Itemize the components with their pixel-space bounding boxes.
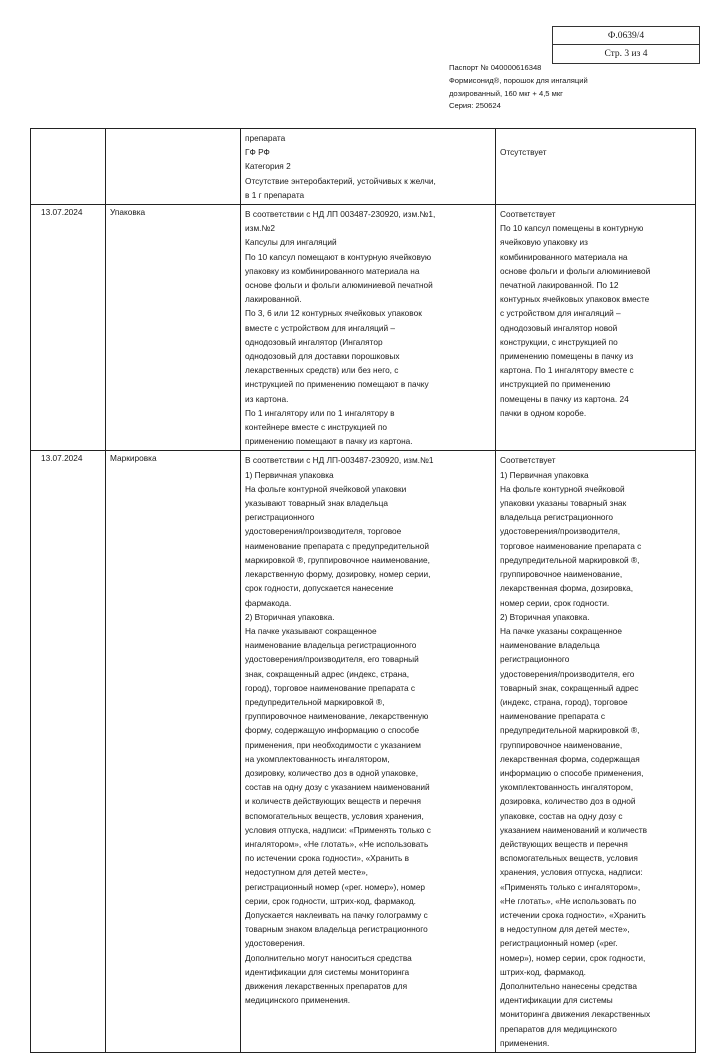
text-line: идентификации для системы xyxy=(500,995,613,1006)
text-line: Категория 2 xyxy=(245,161,291,172)
text-line: ячейковую упаковку из xyxy=(500,237,588,248)
text-line: серии, срок годности, штрих-код, фармакод. xyxy=(245,895,416,906)
text-line: инструкцией по применению помещают в пачку xyxy=(245,379,429,390)
text-line: фармакода. xyxy=(245,597,292,608)
text-line: лакированной. xyxy=(245,294,302,305)
text-line: На пачке указаны сокращенное xyxy=(500,625,623,636)
text-line: хранения, условия отпуска, надписи: xyxy=(500,867,643,878)
text-line: ингалятором», «Не глотать», «Не использовать xyxy=(245,838,429,849)
text-line: регистрационный номер («рег. xyxy=(500,938,618,949)
text-line: основе фольги и фольги алюминиевой печатной xyxy=(245,280,433,291)
text-line: применению помещены в пачку из xyxy=(500,351,634,362)
text-line: с устройством для ингаляций – xyxy=(500,308,621,319)
text-line: Отсутствие энтеробактерий, устойчивых к желчи, xyxy=(245,175,436,186)
text-line: в недоступном для детей месте», xyxy=(500,924,630,935)
text-line: наименование владельца xyxy=(500,640,600,651)
text-line: Дополнительно нанесены средства xyxy=(500,980,637,991)
text-line: наименование владельца регистрационного xyxy=(245,640,417,651)
form-number: Ф.0639/4 xyxy=(553,27,699,45)
text-line: конструкции, с инструкцией по xyxy=(500,336,618,347)
passport-line: Паспорт № 040000616348 xyxy=(449,63,542,72)
text-line: удостоверения/производителя, торговое xyxy=(245,526,402,537)
text-line: владельца регистрационного xyxy=(500,512,613,523)
text-line: печатной лакированной. По 12 xyxy=(500,280,619,291)
text-line: помещены в пачку из картона. 24 xyxy=(500,393,629,404)
text-line: группировочное наименование, xyxy=(500,739,623,750)
text-line: По 1 ингалятору или по 1 ингалятору в xyxy=(245,407,395,418)
text-line: в 1 г препарата xyxy=(245,189,305,200)
text-line: указанием наименований и количеств xyxy=(500,824,648,835)
text-line: недоступном для детей месте», xyxy=(245,867,368,878)
text-line: укомплектованность ингалятором, xyxy=(500,782,634,793)
text-line: группировочное наименование, xyxy=(500,569,623,580)
test-name-cell xyxy=(106,129,241,205)
text-line: Соответствует xyxy=(500,455,556,466)
text-line: наименование препарата с xyxy=(500,711,606,722)
text-line: регистрационного xyxy=(245,512,315,523)
text-line: изм.№2 xyxy=(245,223,275,234)
text-line: и количеств действующих веществ и перечня xyxy=(245,796,422,807)
text-line: пачки в одном коробе. xyxy=(500,407,587,418)
text-line: «Применять только с ингалятором», xyxy=(500,881,641,892)
text-line: препаратов для медицинского xyxy=(500,1023,617,1034)
passport-line: Формисонид®, порошок для ингаляций xyxy=(449,75,588,85)
text-line: однодозовый ингалятор новой xyxy=(500,322,618,333)
text-line: регистрационный номер («рег. номер»), номер xyxy=(245,881,426,892)
text-line: На фольге контурной ячейковой xyxy=(500,483,625,494)
text-line: предупредительной маркировкой ®, xyxy=(500,725,640,736)
text-line: «Не глотать», «Не использовать по xyxy=(500,895,637,906)
text-line: основе фольги и фольги алюминиевой xyxy=(500,265,651,276)
text-line: идентификации для системы мониторинга xyxy=(245,966,410,977)
text-line: условия отпуска, надписи: «Применять только с xyxy=(245,824,431,835)
text-line: вместе с устройством для ингаляций – xyxy=(245,322,396,333)
result-cell xyxy=(496,129,696,205)
text-line: контейнере вместе с инструкцией по xyxy=(245,422,387,433)
text-line: предупредительной маркировкой ®, xyxy=(500,554,640,565)
text-line: вспомогательных веществ, условия хранения, xyxy=(245,810,424,821)
text-line: срок годности, допускается нанесение xyxy=(245,583,394,594)
text-line: ГФ РФ xyxy=(245,147,270,158)
text-line: маркировкой ®, группировочное наименование, xyxy=(245,554,430,565)
text-line: лекарственная форма, содержащая xyxy=(500,753,640,764)
requirement-cell xyxy=(241,205,496,451)
table-row xyxy=(31,451,696,1053)
passport-block xyxy=(449,62,689,113)
text-line: удостоверения. xyxy=(245,938,305,949)
text-line: упаковку из комбинированного материала на xyxy=(245,265,420,276)
text-line: 2) Вторичная упаковка. xyxy=(245,611,335,622)
text-line: регистрационного xyxy=(500,654,570,665)
text-line: движения лекарственных препаратов для xyxy=(245,980,408,991)
date-cell: 13.07.2024 xyxy=(31,205,106,451)
form-number-box xyxy=(552,26,700,64)
text-line xyxy=(500,131,691,145)
text-line: лекарственную форму, дозировку, номер серии, xyxy=(245,569,431,580)
text-line: упаковки указаны товарный знак xyxy=(500,498,627,509)
text-line: комбинированного материала на xyxy=(500,251,628,262)
text-line: однодозовый ингалятор (Ингалятор xyxy=(245,336,383,347)
requirement-cell xyxy=(241,129,496,205)
text-line: форму, содержащую информацию о способе xyxy=(245,725,420,736)
table-row xyxy=(31,129,696,205)
text-line: картона. По 1 ингалятору вместе с xyxy=(500,365,634,376)
text-line: По 10 капсул помещают в контурную ячейковую xyxy=(245,251,432,262)
page-number: Стр. 3 из 4 xyxy=(604,49,648,59)
text-line: штрих-код, фармакод. xyxy=(500,966,586,977)
text-line: применению помещают в пачку из картона. xyxy=(245,436,413,447)
text-line: упаковке, состав на одну дозу с xyxy=(500,810,623,821)
text-line: препарата xyxy=(245,133,286,143)
text-line: удостоверения/производителя, его товарный xyxy=(245,654,419,665)
text-line: группировочное наименование, лекарственную xyxy=(245,711,429,722)
passport-line: Серия: 250624 xyxy=(449,101,501,111)
text-line: Отсутствует xyxy=(500,147,547,158)
text-line: применения, при необходимости с указанием xyxy=(245,739,421,750)
text-line: На пачке указывают сокращенное xyxy=(245,625,377,636)
text-line: город), торговое наименование препарата с xyxy=(245,682,416,693)
test-name-cell: Упаковка xyxy=(106,205,241,451)
text-line: из картона. xyxy=(245,393,289,404)
text-line: По 10 капсул помещены в контурную xyxy=(500,223,644,234)
table-row xyxy=(31,205,696,451)
result-cell xyxy=(496,205,696,451)
text-line: На фольге контурной ячейковой упаковки xyxy=(245,483,407,494)
text-line: состав на одну дозу с указанием наименований xyxy=(245,782,430,793)
text-line: инструкцией по применению xyxy=(500,379,611,390)
text-line: лекарственная форма, дозировка, xyxy=(500,583,634,594)
text-line: Соответствует xyxy=(500,209,556,220)
test-results-table xyxy=(30,128,696,1053)
text-line: товарный знак, сокращенный адрес xyxy=(500,682,639,693)
text-line: удостоверения/производителя, xyxy=(500,526,621,537)
text-line: применения. xyxy=(500,1037,550,1048)
text-line: 1) Первичная упаковка xyxy=(245,469,334,480)
text-line: мониторинга движения лекарственных xyxy=(500,1009,651,1020)
text-line: вспомогательных веществ, условия xyxy=(500,853,638,864)
date-cell: 13.07.2024 xyxy=(31,451,106,1053)
text-line: 2) Вторичная упаковка. xyxy=(500,611,590,622)
text-line: дозировку, количество доз в одной упаковке, xyxy=(245,767,419,778)
text-line: товарным знаком владельца регистрационного xyxy=(245,924,428,935)
text-line: на укомплектованность ингалятором, xyxy=(245,753,390,764)
text-line: наименование препарата с предупредительной xyxy=(245,540,429,551)
text-line: Допускается наклеивать на пачку голограмму с xyxy=(245,909,428,920)
text-line: дозировка, количество доз в одной xyxy=(500,796,636,807)
text-line: медицинского применения. xyxy=(245,995,351,1006)
text-line: однодозовый для доставки порошковых xyxy=(245,351,400,362)
date-cell xyxy=(31,129,106,205)
text-line: знак, сокращенный адрес (индекс, страна, xyxy=(245,668,410,679)
text-line: действующих веществ и перечня xyxy=(500,838,628,849)
text-line: информацию о способе применения, xyxy=(500,767,644,778)
text-line: удостоверения/производителя, его xyxy=(500,668,635,679)
test-name-cell: Маркировка xyxy=(106,451,241,1053)
text-line: 1) Первичная упаковка xyxy=(500,469,589,480)
text-line: контурных ячейковых упаковок вместе xyxy=(500,294,650,305)
text-line: лекарственных средств) или без него, с xyxy=(245,365,399,376)
text-line: (индекс, страна, город), торговое xyxy=(500,696,628,707)
text-line: В соответствии с НД ЛП 003487-230920, изм.№1, xyxy=(245,209,436,220)
text-line: торговое наименование препарата с xyxy=(500,540,642,551)
passport-line: дозированный, 160 мкг + 4,5 мкг xyxy=(449,88,563,98)
text-line: указывают товарный знак владельца xyxy=(245,498,388,509)
text-line: По 3, 6 или 12 контурных ячейковых упаковок xyxy=(245,308,422,319)
text-line: предупредительной маркировкой ®, xyxy=(245,696,385,707)
text-line: номер»), номер серии, срок годности, xyxy=(500,952,646,963)
text-line: истечении срока годности», «Хранить xyxy=(500,909,646,920)
text-line: номер серии, срок годности. xyxy=(500,597,610,608)
result-cell xyxy=(496,451,696,1053)
text-line: по истечении срока годности», «Хранить в xyxy=(245,853,409,864)
requirement-cell xyxy=(241,451,496,1053)
text-line: Дополнительно могут наноситься средства xyxy=(245,952,412,963)
text-line: Капсулы для ингаляций xyxy=(245,237,337,248)
text-line: В соответствии с НД ЛП-003487-230920, изм.№1 xyxy=(245,455,434,466)
